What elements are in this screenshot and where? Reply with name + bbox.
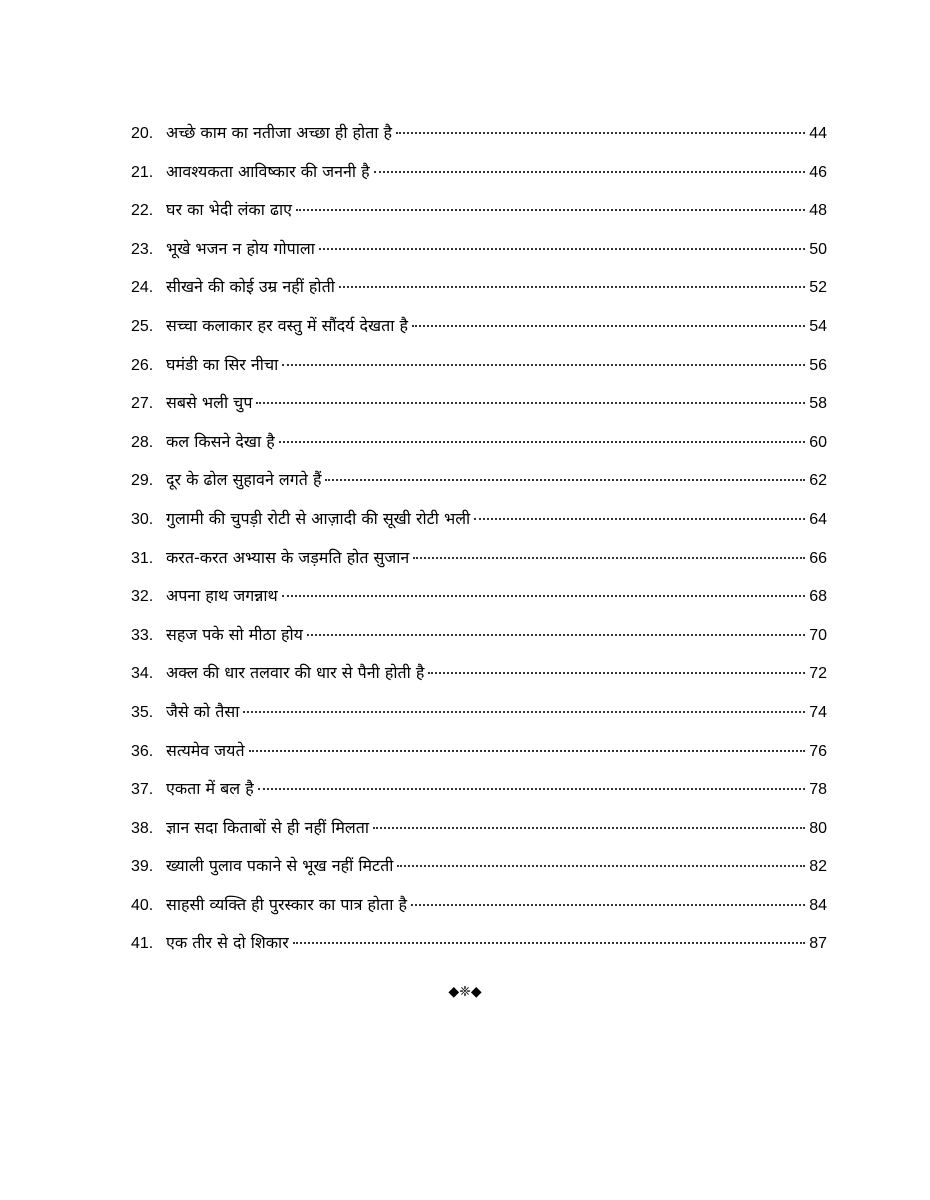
dot-leader [256, 402, 805, 404]
dot-leader [413, 557, 805, 559]
dot-leader [319, 248, 805, 250]
entry-title: ख्याली पुलाव पकाने से भूख नहीं मिटती [166, 856, 394, 876]
entry-page-number: 48 [809, 202, 827, 220]
entry-page-number: 68 [809, 588, 827, 606]
dot-leader [474, 518, 805, 520]
entry-number: 37. [131, 781, 154, 799]
entry-page-number: 66 [809, 549, 827, 567]
entry-page-number: 72 [809, 665, 827, 683]
dot-leader [293, 942, 805, 944]
entry-title: दूर के ढोल सुहावने लगते हैं [166, 470, 322, 490]
toc-entry [131, 847, 827, 886]
entry-page-number: 78 [809, 781, 827, 799]
entry-number: 35. [131, 703, 154, 721]
entry-title: करत-करत अभ्यास के जड़मति होत सुजान [166, 547, 410, 567]
entry-number: 26. [131, 356, 154, 374]
entry-number: 33. [131, 626, 154, 644]
dot-leader [339, 286, 805, 288]
entry-number: 41. [131, 935, 154, 953]
dot-leader [373, 827, 805, 829]
entry-number: 22. [131, 202, 154, 220]
dot-leader [307, 634, 805, 636]
toc-entry [131, 114, 827, 153]
dot-leader [243, 711, 805, 713]
entry-page-number: 76 [809, 742, 827, 760]
toc-entry [131, 616, 827, 655]
dot-leader [325, 479, 805, 481]
dot-leader [282, 595, 805, 597]
entry-title: भूखे भजन न होय गोपाला [166, 238, 315, 258]
entry-page-number: 58 [809, 395, 827, 413]
section-end-ornament: ◆❈◆ [448, 984, 482, 1000]
entry-title: साहसी व्यक्ति ही पुरस्कार का पात्र होता है [166, 894, 407, 914]
entry-title: घमंडी का सिर नीचा [166, 354, 279, 374]
toc-entry [131, 654, 827, 693]
entry-page-number: 56 [809, 356, 827, 374]
entry-title: ज्ञान सदा किताबों से ही नहीं मिलता [166, 817, 370, 837]
table-of-contents [131, 114, 827, 963]
entry-title: अपना हाथ जगन्नाथ [166, 586, 278, 606]
dot-leader [279, 441, 805, 443]
entry-title: गुलामी की चुपड़ी रोटी से आज़ादी की सूखी रोटी भली [166, 508, 471, 528]
entry-page-number: 60 [809, 433, 827, 451]
entry-title: सबसे भली चुप [166, 393, 253, 413]
entry-number: 30. [131, 510, 154, 528]
entry-number: 39. [131, 858, 154, 876]
toc-entry [131, 153, 827, 192]
entry-number: 23. [131, 240, 154, 258]
dot-leader [374, 171, 806, 173]
dot-leader [249, 750, 806, 752]
toc-entry [131, 809, 827, 848]
toc-entry [131, 886, 827, 925]
toc-entry [131, 461, 827, 500]
toc-entry [131, 732, 827, 771]
toc-entry [131, 191, 827, 230]
entry-title: एकता में बल है [166, 779, 254, 799]
dot-leader [428, 672, 805, 674]
entry-page-number: 74 [809, 703, 827, 721]
toc-entry [131, 346, 827, 385]
entry-page-number: 62 [809, 472, 827, 490]
dot-leader [396, 132, 805, 134]
entry-number: 34. [131, 665, 154, 683]
dot-leader [412, 325, 805, 327]
entry-title: घर का भेदी लंका ढाए [166, 200, 292, 220]
entry-number: 21. [131, 163, 154, 181]
entry-page-number: 52 [809, 279, 827, 297]
entry-title: एक तीर से दो शिकार [166, 933, 289, 953]
entry-title: अच्छे काम का नतीजा अच्छा ही होता है [166, 123, 393, 142]
entry-number: 25. [131, 317, 154, 335]
dot-leader [296, 209, 805, 211]
entry-number: 29. [131, 472, 154, 490]
entry-title: कल किसने देखा है [166, 431, 275, 451]
toc-entry [131, 384, 827, 423]
toc-entry [131, 539, 827, 578]
toc-entry [131, 770, 827, 809]
toc-entry [131, 230, 827, 269]
dot-leader [258, 788, 805, 790]
toc-entry [131, 577, 827, 616]
entry-number: 24. [131, 279, 154, 297]
entry-number: 28. [131, 433, 154, 451]
toc-entry [131, 500, 827, 539]
entry-page-number: 44 [809, 125, 827, 142]
toc-entry [131, 924, 827, 963]
entry-number: 32. [131, 588, 154, 606]
entry-page-number: 46 [809, 163, 827, 181]
entry-number: 38. [131, 819, 154, 837]
entry-title: जैसे को तैसा [166, 701, 240, 721]
entry-page-number: 82 [809, 858, 827, 876]
entry-page-number: 84 [809, 896, 827, 914]
toc-entry [131, 268, 827, 307]
entry-page-number: 70 [809, 626, 827, 644]
dot-leader [397, 865, 805, 867]
entry-number: 40. [131, 896, 154, 914]
entry-number: 27. [131, 395, 154, 413]
entry-title: सहज पके सो मीठा होय [166, 624, 303, 644]
entry-page-number: 80 [809, 819, 827, 837]
entry-number: 20. [131, 125, 154, 142]
toc-entry [131, 307, 827, 346]
entry-number: 36. [131, 742, 154, 760]
dot-leader [282, 364, 805, 366]
entry-title: सच्चा कलाकार हर वस्तु में सौंदर्य देखता है [166, 315, 408, 335]
entry-page-number: 87 [809, 935, 827, 953]
toc-entry [131, 693, 827, 732]
entry-page-number: 50 [809, 240, 827, 258]
entry-title: सत्यमेव जयते [166, 740, 245, 760]
entry-page-number: 64 [809, 510, 827, 528]
dot-leader [411, 904, 805, 906]
toc-entry [131, 423, 827, 462]
entry-page-number: 54 [809, 317, 827, 335]
entry-title: अक्ल की धार तलवार की धार से पैनी होती है [166, 663, 425, 683]
entry-title: आवश्यकता आविष्कार की जननी है [166, 161, 370, 181]
entry-number: 31. [131, 549, 154, 567]
entry-title: सीखने की कोई उम्र नहीं होती [166, 277, 335, 297]
